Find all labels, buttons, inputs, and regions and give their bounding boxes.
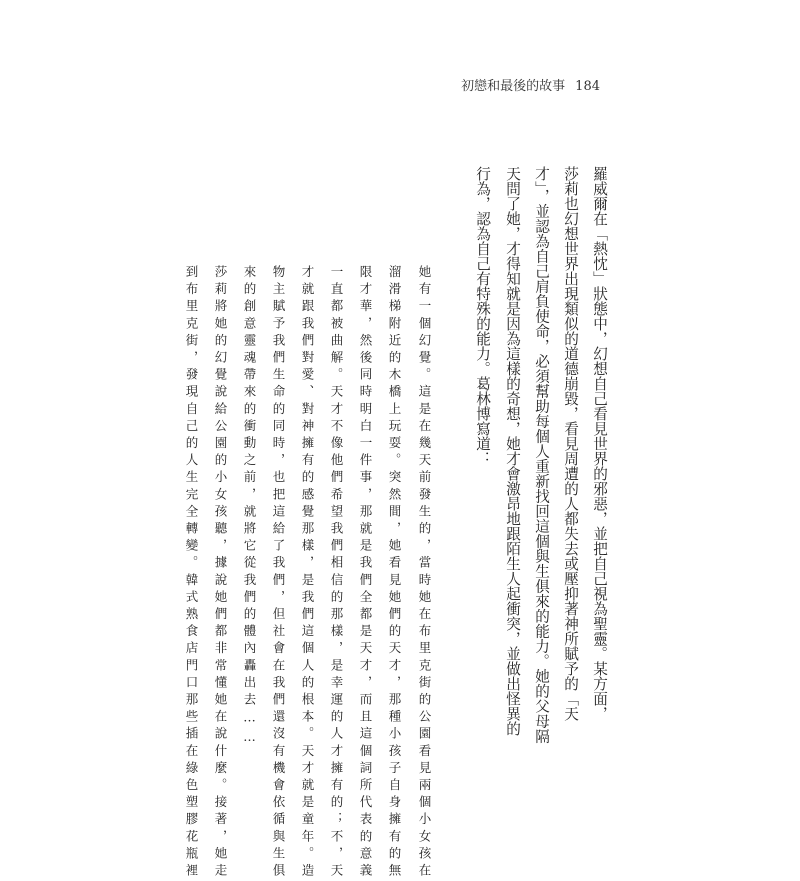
paragraph-line: 行為，認為自己有特殊的能力。葛林博寫道： [474,166,491,466]
paragraph-line: 才」，並認為自己肩負使命，必須幫助每個人重新找回這個與生俱來的能力。她的父母隔 [533,166,550,744]
quote-line: 到布里克街，發現自己的人生完全轉變。韓式熟食店門口那些插在綠色塑膠花瓶裡 [184,265,199,881]
quote-line: 才就跟我們對愛、對神擁有的感覺那樣，是我們這個人的根本。天才就是童年。造 [300,265,315,881]
quote-line: 莎莉將她的幻覺說給公園的小女孩聽，據說她們都非常懂她在說什麼。接著，她走 [213,265,228,881]
quote-line: 來的創意靈魂帶來的衝動之前，就將它從我們的體內轟出去…… [242,265,257,749]
quote-line: 物主賦予我們生命的同時，也把這給了我們，但社會在我們還沒有機會依循與生俱 [271,265,286,881]
quote-line: 她有一個幻覺。這是在幾天前發生的，當時她在布里克街的公園看見兩個小女孩在 [417,265,432,881]
chapter-title: 初戀和最後的故事 [461,79,566,94]
quote-line: 一直都被曲解。天才不像他們希望我們相信的那樣，是幸運的人才擁有的；不，天 [329,265,344,881]
quote-line: 溜滑梯附近的木橋上玩耍。突然間，她看見她們的天才，那種小孩子自身擁有的無 [387,265,402,881]
quote-line: 限才華，然後同時明白一件事，那就是我們全都是天才，而且這個詞所代表的意義 [358,265,373,881]
page-number: 184 [575,79,600,94]
paragraph-line: 莎莉也幻想世界出現類似的道德崩毀，看見周遭的人都失去或壓抑著神所賦予的「天 [562,166,579,721]
running-head [400,75,600,95]
paragraph-line: 天問了她，才得知就是因為這樣的奇想，她才會激昂地跟陌生人起衝突，並做出怪異的 [504,166,521,736]
paragraph-line: 羅威爾在「熱忱」狀態中，幻想自己看見世界的邪惡，並把自己視為聖靈。某方面， [591,166,608,721]
